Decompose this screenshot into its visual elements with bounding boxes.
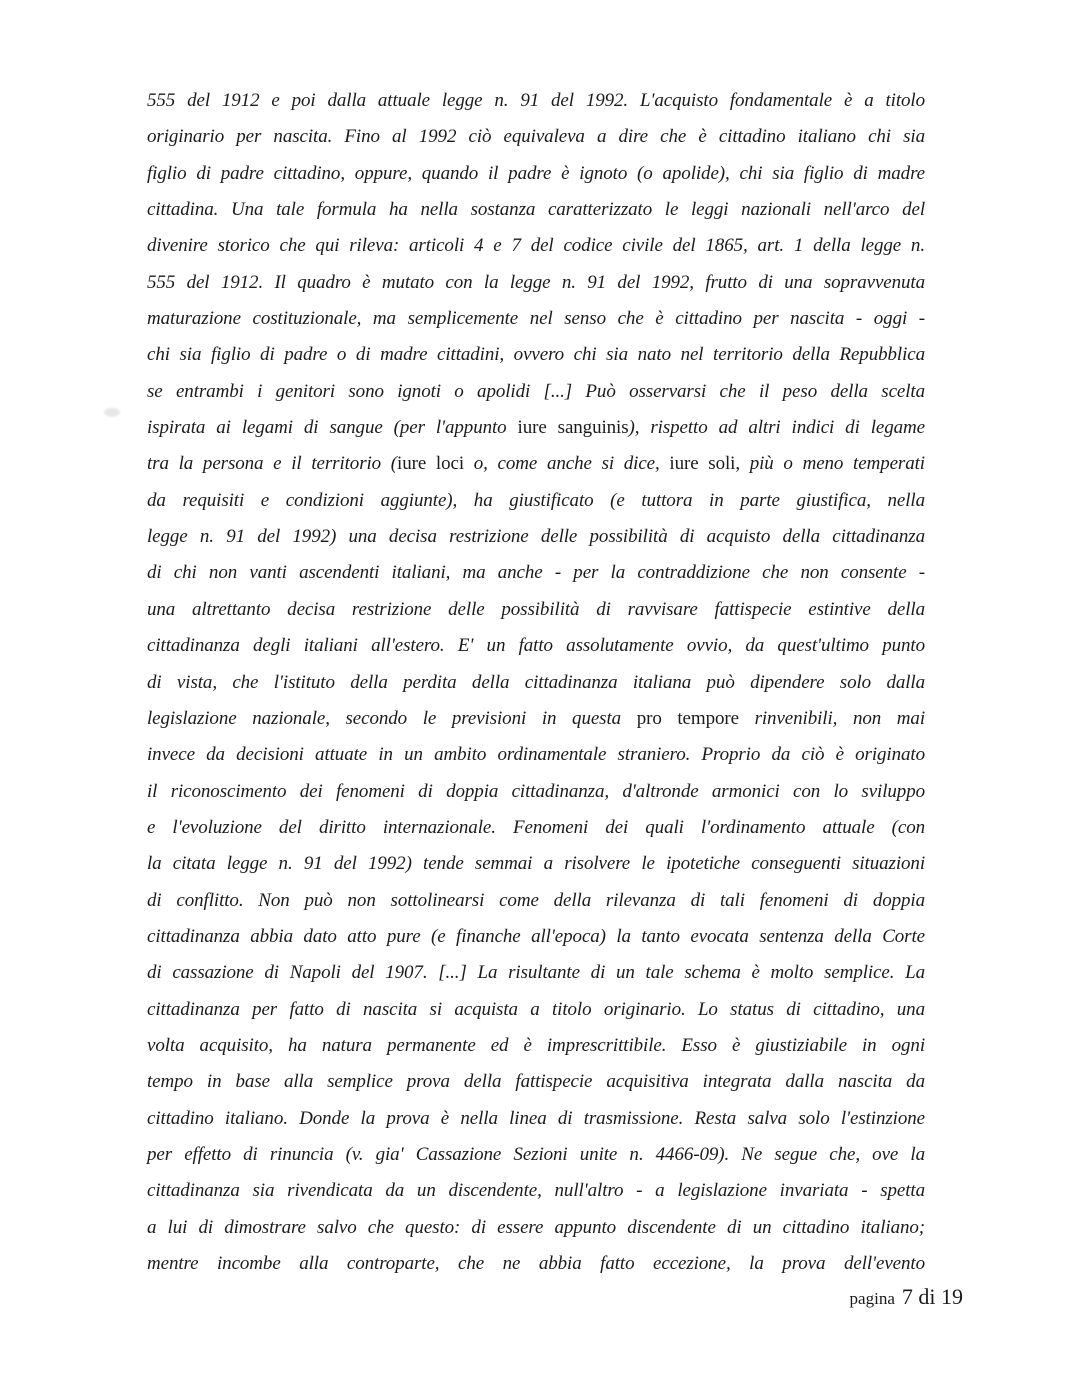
text-segment: cittadinanza abbia dato atto pure (e finanche all'epoca) la tanto evocata sentenza della Corte [147,925,925,947]
text-line [147,1064,925,1100]
text-line [147,192,925,228]
scan-artifact [104,408,120,417]
text-line [147,555,925,591]
text-segment: e l'evoluzione del diritto internazionale. Fenomeni dei quali l'ordinamento attuale (con [147,816,925,838]
text-line [147,665,925,701]
text-line [147,265,925,301]
text-segment: divenire storico che qui rileva: articoli 4 e 7 del codice civile del 1865, art. 1 della legge n. [147,235,925,257]
text-line [147,774,925,810]
text-line [147,810,925,846]
text-segment: figlio di padre cittadino, oppure, quando il padre è ignoto (o apolide), chi sia figlio di madre [147,162,925,184]
text-line [147,737,925,773]
text-line [147,1028,925,1064]
text-segment: legislazione nazionale, secondo le previsioni in questa [147,707,637,729]
footer-page-label: pagina [849,1289,895,1308]
text-segment: originario per nascita. Fino al 1992 ciò equivaleva a dire che è cittadino italiano chi sia [147,126,925,148]
text-segment: tra la persona e il territorio ( [147,453,398,475]
latin-phrase-segment: iure loci [397,453,465,475]
text-segment: o, come anche si dice, [464,453,670,475]
text-line [147,1137,925,1173]
text-line [147,410,925,446]
text-line [147,119,925,155]
text-line [147,446,925,482]
text-line [147,228,925,264]
footer-page-number: 7 di 19 [901,1284,963,1309]
text-segment: di cassazione di Napoli del 1907. [...] La risultante di un tale schema è molto semplice. La [147,962,925,984]
text-segment: cittadino italiano. Donde la prova è nella linea di trasmissione. Resta salva solo l'estinzione [147,1107,925,1129]
text-segment: a lui di dimostrare salvo che questo: di essere appunto discendente di un cittadino italiano; [147,1216,925,1238]
text-segment: cittadinanza degli italiani all'estero. E' un fatto assolutamente ovvio, da quest'ultimo punto [147,635,925,657]
text-line [147,701,925,737]
text-segment: cittadina. Una tale formula ha nella sostanza caratterizzato le leggi nazionali nell'arco del [147,199,925,221]
text-line [147,374,925,410]
text-line [147,1246,925,1282]
text-segment: se entrambi i genitori sono ignoti o apolidi [...] Può osservarsi che il peso della scelta [147,380,925,402]
text-line [147,883,925,919]
text-line [147,337,925,373]
text-segment: di vista, che l'istituto della perdita della cittadinanza italiana può dipendere solo dalla [147,671,925,693]
text-line [147,519,925,555]
text-segment: invece da decisioni attuate in un ambito ordinamentale straniero. Proprio da ciò è originato [147,744,925,766]
text-segment: tempo in base alla semplice prova della fattispecie acquisitiva integrata dalla nascita da [147,1071,925,1093]
text-segment: da requisiti e condizioni aggiunte), ha giustificato (e tuttora in parte giustifica, nella [147,489,925,511]
page-footer [850,1284,963,1310]
latin-phrase-segment: iure soli, [669,453,740,475]
text-line [147,1210,925,1246]
text-line [147,301,925,337]
text-segment: 555 del 1912 e poi dalla attuale legge n. 91 del 1992. L'acquisto fondamentale è a titolo [147,90,925,111]
text-segment: cittadinanza sia rivendicata da un discendente, null'altro - a legislazione invariata - spetta [147,1180,925,1202]
text-line [147,83,925,119]
text-segment: legge n. 91 del 1992) una decisa restrizione delle possibilità di acquisto della cittadinanza [147,526,925,548]
text-segment: ispirata ai legami di sangue (per l'appunto [147,417,518,439]
text-block [147,83,925,1282]
text-line [147,156,925,192]
text-segment: una altrettanto decisa restrizione delle possibilità di ravvisare fattispecie estintive della [147,598,925,620]
text-line [147,846,925,882]
text-segment: cittadinanza per fatto di nascita si acquista a titolo originario. Lo status di cittadino, una [147,998,925,1020]
text-segment: volta acquisito, ha natura permanente ed è imprescrittibile. Esso è giustiziabile in ogni [147,1034,925,1056]
text-line [147,992,925,1028]
text-line [147,628,925,664]
text-segment: per effetto di rinuncia (v. gia' Cassazione Sezioni unite n. 4466-09). Ne segue che, ove la [147,1143,925,1165]
text-line [147,592,925,628]
text-segment: chi sia figlio di padre o di madre cittadini, ovvero chi sia nato nel territorio della Repubblica [147,344,925,366]
text-line [147,955,925,991]
text-segment: 555 del 1912. Il quadro è mutato con la legge n. 91 del 1992, frutto di una sopravvenuta [147,271,925,293]
latin-phrase-segment: pro tempore [636,707,739,729]
text-segment: maturazione costituzionale, ma semplicemente nel senso che è cittadino per nascita - oggi - [147,308,925,330]
text-segment: di conflitto. Non può non sottolinearsi come della rilevanza di tali fenomeni di doppia [147,889,925,911]
text-segment: più o meno temperati [739,453,925,475]
text-line [147,919,925,955]
text-segment: la citata legge n. 91 del 1992) tende semmai a risolvere le ipotetiche conseguenti situazioni [147,853,925,875]
latin-phrase-segment: iure sanguinis [517,417,629,439]
text-line [147,1101,925,1137]
text-line [147,1173,925,1209]
text-segment: di chi non vanti ascendenti italiani, ma anche - per la contraddizione che non consente - [147,562,925,584]
text-segment: rinvenibili, non mai [738,707,925,729]
text-segment: mentre incombe alla controparte, che ne abbia fatto eccezione, la prova dell'evento [147,1253,925,1274]
text-segment: ), rispetto ad altri indici di legame [628,417,925,439]
text-segment: il riconoscimento dei fenomeni di doppia cittadinanza, d'altronde armonici con lo sviluppo [147,780,925,802]
text-line [147,483,925,519]
